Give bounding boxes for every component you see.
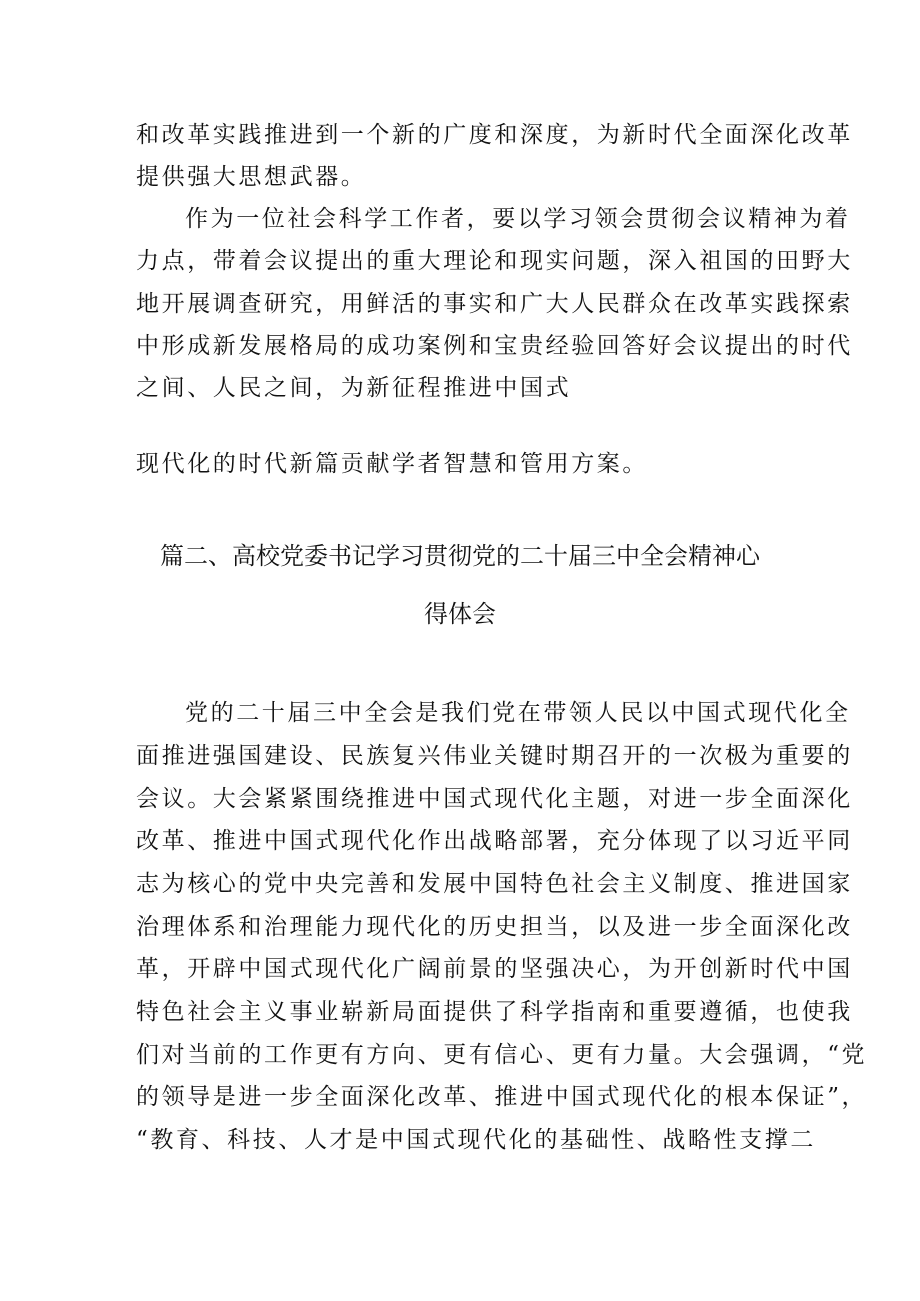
intro-line-1: 和改革实践推进到一个新的广度和深度，为新时代全面深化改革 (136, 122, 853, 148)
paragraph1-line-4: 中形成新发展格局的成功案例和宝贵经验回答好会议提出的时代 (136, 333, 853, 359)
intro-line-2: 提供强大思想武器。 (136, 164, 367, 190)
paragraph2-line-9: 们对当前的工作更有方向、更有信心、更有力量。大会强调，“党 (136, 1042, 868, 1068)
section-heading-line-1: 篇二、高校党委书记学习贯彻党的二十届三中全会精神心 (160, 542, 760, 570)
paragraph2-line-2: 面推进强国建设、民族复兴伟业关键时期召开的一次极为重要的 (136, 743, 853, 769)
paragraph2-line-4: 改革、推进中国式现代化作出战略部署，充分体现了以习近平同 (136, 828, 853, 854)
paragraph2-line-3: 会议。大会紧紧围绕推进中国式现代化主题，对进一步全面深化 (136, 786, 853, 812)
paragraph2-line-7: 革，开辟中国式现代化广阔前景的坚强决心，为开创新时代中国 (136, 956, 853, 982)
paragraph2-line-11: “教育、科技、人才是中国式现代化的基础性、战略性支撑二 (136, 1127, 816, 1153)
paragraph2-line-10: 的领导是进一步全面深化改革、推进中国式现代化的根本保证”， (136, 1084, 868, 1110)
paragraph2-line-8: 特色社会主义事业崭新局面提供了科学指南和重要遵循，也使我 (136, 999, 853, 1025)
paragraph1-line-1: 作为一位社会科学工作者，要以学习领会贯彻会议精神为着 (185, 206, 851, 232)
paragraph2-line-5: 志为核心的党中央完善和发展中国特色社会主义制度、推进国家 (136, 871, 853, 897)
section-heading-line-2: 得体会 (424, 600, 496, 628)
paragraph1-line-3: 地开展调查研究，用鲜活的事实和广大人民群众在改革实践探索 (136, 291, 853, 317)
paragraph2-line-6: 治理体系和治理能力现代化的历史担当，以及进一步全面深化改 (136, 914, 853, 940)
paragraph1-line-5: 之间、人民之间，为新征程推进中国式 (136, 375, 572, 401)
paragraph2-line-1: 党的二十届三中全会是我们党在带领人民以中国式现代化全 (185, 700, 851, 726)
paragraph1-line-6: 现代化的时代新篇贡献学者智慧和管用方案。 (136, 451, 648, 477)
paragraph1-line-2: 力点，带着会议提出的重大理论和现实问题，深入祖国的田野大 (136, 248, 853, 274)
